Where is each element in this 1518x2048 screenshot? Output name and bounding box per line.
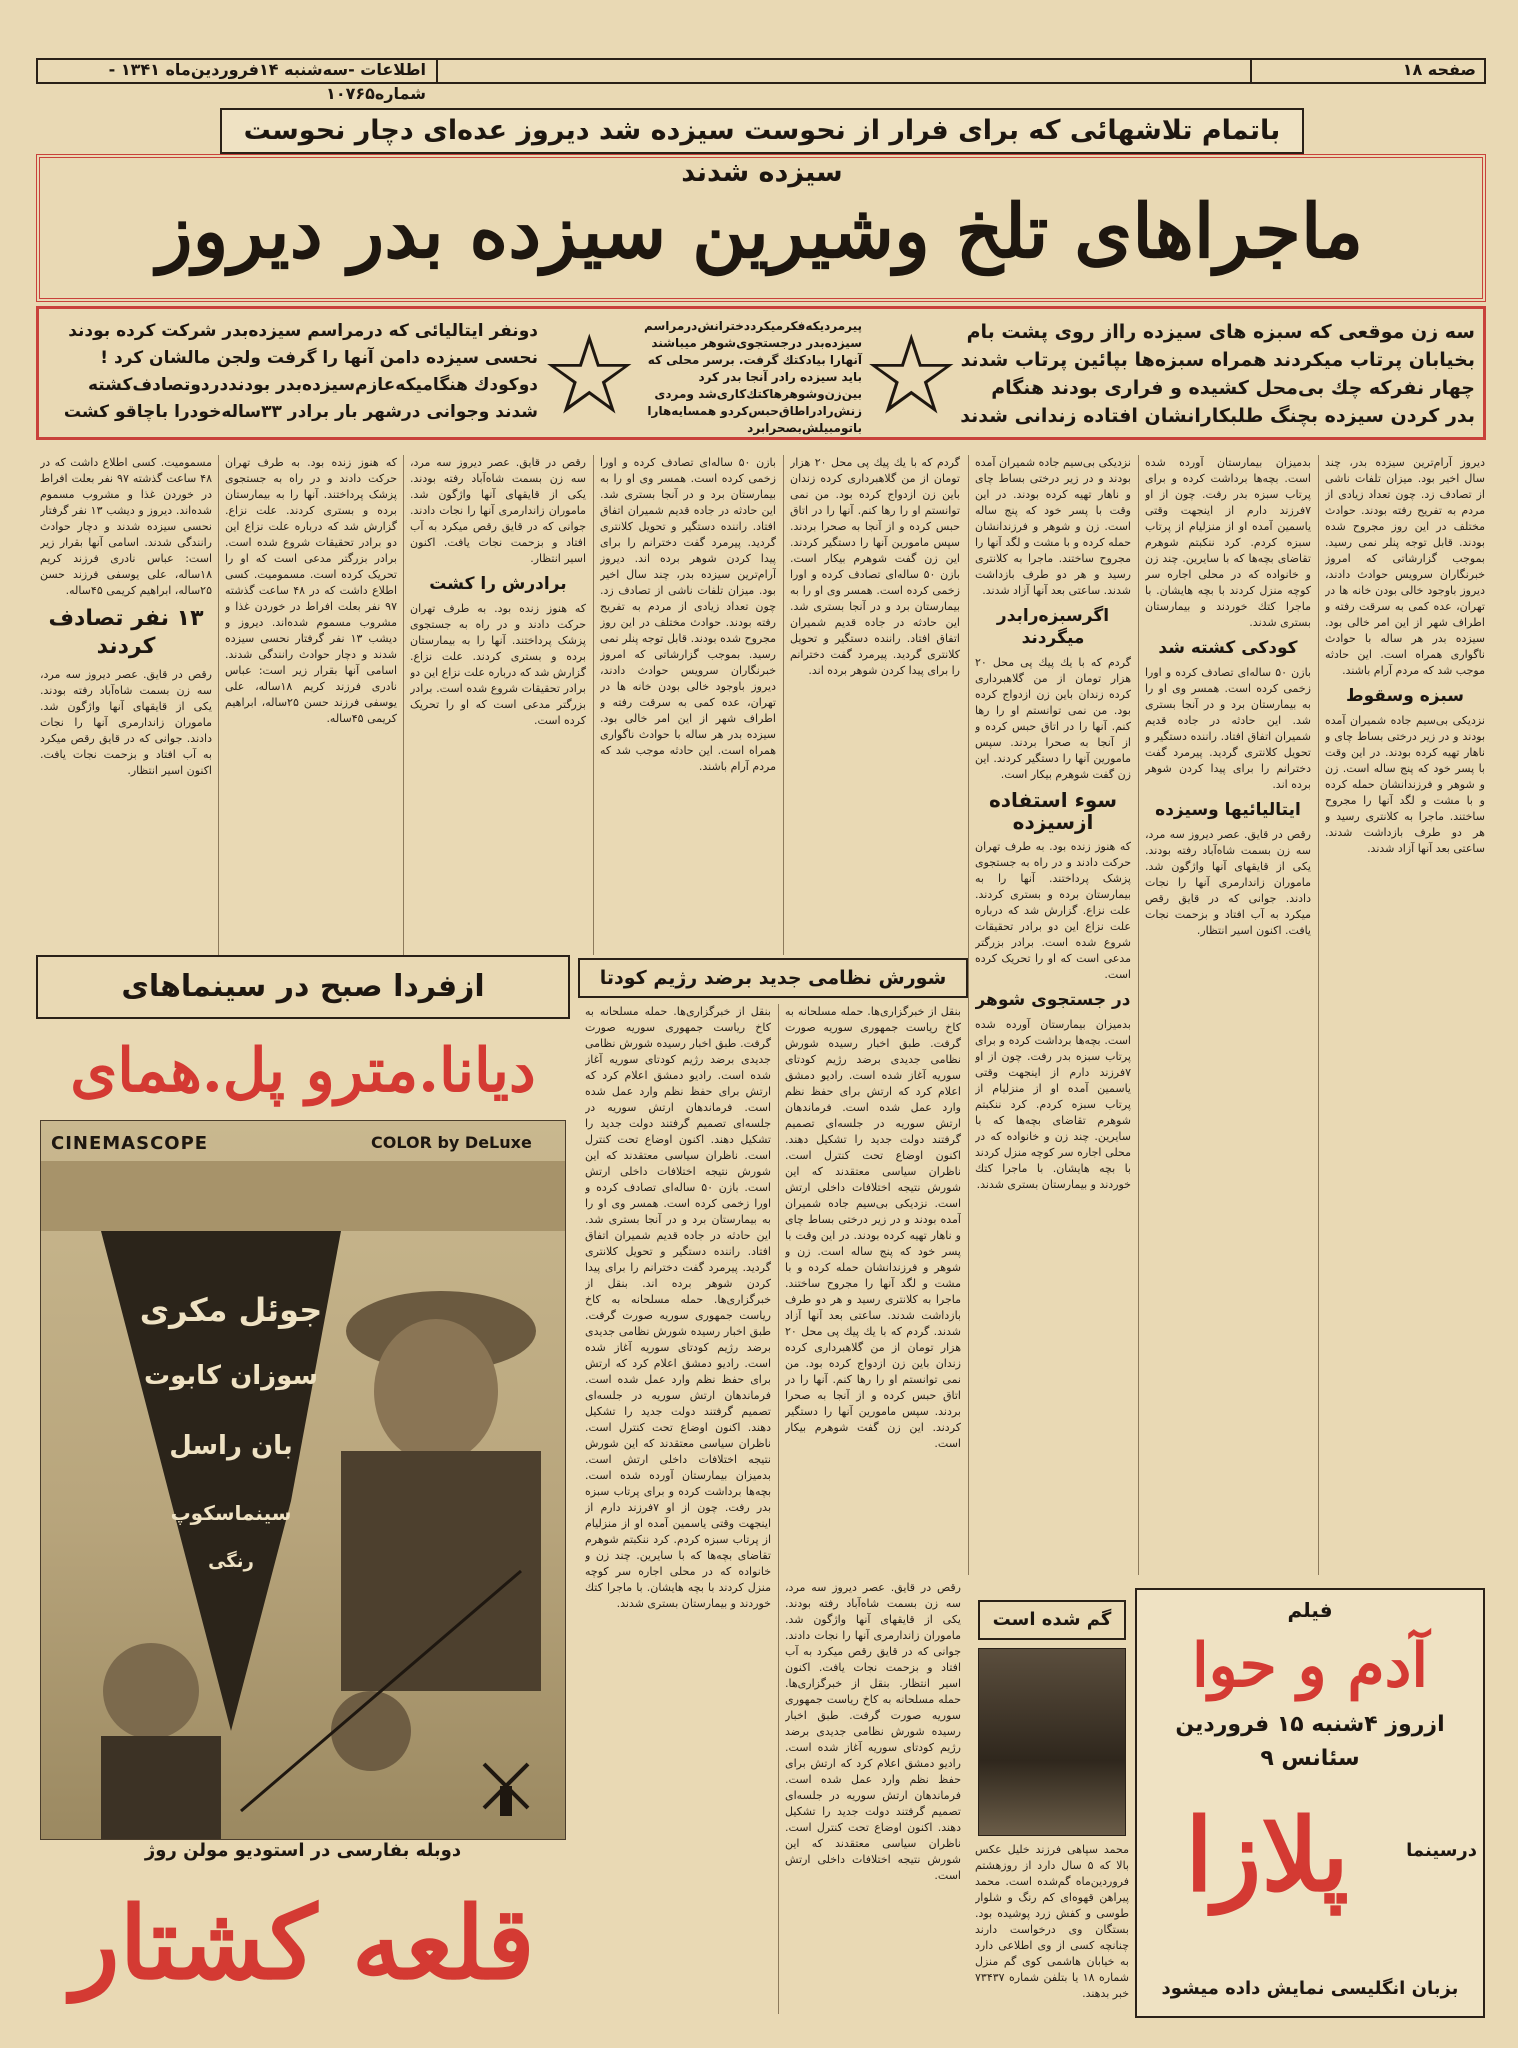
film-showing: سئانس ۹	[1260, 1746, 1360, 1771]
column-3	[975, 455, 1131, 1575]
film-label: فیلم	[1287, 1598, 1333, 1622]
column-2	[1145, 455, 1311, 1575]
column-rule	[218, 455, 219, 955]
syria-col-right-bottom	[785, 1580, 961, 2014]
poster-art	[41, 1121, 566, 1840]
article-text: بنقل از خبرگزاری‌ها. حمله مسلحانه به کاخ ریاست جمهوری سوریه صورت گرفت. طبق اخبار رسیده شورش نظامی جدیدی برضد رژیم کودتای سوریه آغاز شده است. رادیو دمشق اعلام کرد که ارتش برای حفظ نظم وارد عمل شده است. فرماندهان ارتش سوریه در جلسه‌ای تصمیم گرفتند دولت جدید را تشکیل دهند. اکنون اوضاع تحت کنترل است. ناظران سیاسی معتقدند که این شورش نتیجه اختلافات داخلی ارتش است.	[585, 1277, 771, 1466]
missing-person-photo	[978, 1648, 1126, 1836]
article-text: نزدیکی بی‌سیم جاده شمیران آمده بودند و در زیر درختی بساط چای و ناهار تهیه کرده بودند. در این وقت با پسر خود که پنج ساله است. زن و شوهر و فرزندانشان حمله کرده و با مشت و لگد آنها را مجروح ساختند. ماجرا به کلانتری رسید و هر دو طرف بازداشت شدند. ساعتی بعد آنها آزاد شدند.	[785, 1197, 961, 1338]
column-text: بازن ۵۰ ساله‌ای تصادف کرده و اورا زخمی کرده است. همسر وی او را به بیمارستان برد و در آنجا بستری شد. این حادثه در جاده قدیم شمیران اتفاق افتاد. راننده دستگیر و تحویل کلانتری گردید. پیرمرد گفت دخترانم را برای پیدا کردن شوهر برده اند.	[600, 456, 776, 565]
column-text: مسمومیت. کسی اطلاع داشت که در ۴۸ ساعت گذشته ۹۷ نفر بعلت افراط در خوردن غذا و مشروب مسموم شده‌اند. دیروز و دیشب ۱۳ نفر گرفتار نحسی سیزده شدند و دچار حوادث رانندگی شدند. اسامی آنها بقرار زیر است: عباس نادری فرزند کریم ۱۸ساله، علی یوسفی فرزند حسن ۲۵ساله، ابراهیم کریمی ۴۵ساله.	[40, 456, 212, 597]
article-text: بدمیزان بیمارستان آورده شده است. بچه‌ها برداشت کرده و برای پرتاب سبزه بدر رفت. چون از او ۷فرزند دارم از اینجهت وقتی یاسمین آمده او از منزلیام از پرتاب سبزه کردم. کرد ننکبتم شوهرم تقاضای بچه‌ها که با سایرین. چند زن و خانواده که در محلی اجاره سر کوچه منزل کردند با بچه هایشان. با ماجرا کتك خوردند و بیمارستان بستری شدند.	[585, 1469, 771, 1610]
color-label: COLOR by DeLuxe	[371, 1133, 532, 1152]
star-icon: ☆	[862, 311, 961, 439]
subhead-kudak: کودکی کشته شد	[1158, 638, 1298, 658]
article-text: رقص در قایق. عصر دیروز سه مرد، سه زن بسمت شاه‌آباد رفته بودند. یکی از قایقهای آنها واژگون شد. ماموران زاندارمری آنها را نجات دادند. جوانی که در قایق رقص میکرد به آب افتاد و بزحمت نجات یافت. اکنون اسیر انتظار.	[785, 1581, 961, 1690]
film-date: ازروز ۴شنبه ۱۵ فروردین	[1175, 1712, 1445, 1737]
film-ad-box	[1135, 1588, 1485, 2018]
caption-text: محمد سپاهی فرزند خلیل عکس بالا که ۵ سال دارد از روز‌هشتم فروردین‌ماه گم‌شده است. محمد پیراهن قهوه‌ای کم رنگ و شلوار طوسی و کفش زرد پوشیده بود. بستگان وی درخواست دارند چنانچه کسی از وی اطلاعی دارد به خیابان هاشمی کوی گم منزل شماره ۱۸ یا بتلفن شماره ۷۳۴۳۷ خبر بدهند.	[975, 1843, 1129, 2000]
subhead-italian: ایتالیائیها وسیزده	[1155, 800, 1301, 820]
column-text: رقص در قایق. عصر دیروز سه مرد، سه زن بسمت شاه‌آباد رفته بودند. یکی از قایقهای آنها واژگون شد. ماموران زاندارمری آنها را نجات دادند. جوانی که در قایق رقص میکرد به آب افتاد و بزحمت نجات یافت. اکنون اسیر انتظار.	[1145, 828, 1311, 937]
subhead-sabze-soghoot: سبزه وسقوط	[1345, 686, 1465, 706]
film-language: بزبان انگلیسی نمایش داده میشود	[1161, 1978, 1459, 1999]
column-text: بدمیزان بیمارستان آورده شده است. بچه‌ها برداشت کرده و برای پرتاب سبزه بدر رفت. چون از او ۷فرزند دارم از اینجهت وقتی یاسمین آمده او از منزلیام از پرتاب سبزه کردم. کرد ننکبتم شوهرم تقاضای بچه‌ها که با سایرین. چند زن و خانواده که در محلی اجاره سر کوچه منزل کردند با بچه هایشان. با ماجرا کتك خوردند و بیمارستان بستری شدند.	[1145, 456, 1311, 629]
teaser-center: پیرمردیکه‌فکرمیکرددخترانش‌درمراسم سیزده‌بدر درجستجوی‌شوهر میباشند آنهارا بیادکتك گرفت. برسر محلی که باید سیزده رادر آنجا بدر کرد بین‌زن‌وشوهرها‌کتك‌کاری‌شد ومردی زنش‌رادراطاق‌حبس‌کردو همسایه‌هارا باتومبیلش‌بصحرابرد	[644, 319, 862, 435]
column-text: که هنوز زنده بود. به طرف تهران حرکت دادند و در راه به جستجوی پزشک پرداختند. آنها را به بیمارستان برده و بستری کردند. علت نزاع. گزارش شد که درباره علت نزاع این دو برادر تحقیقات شروع شده است. برادر بزرگتر مدعی است که او را تحریک کرده است.	[225, 456, 397, 581]
overline-headline: باتمام تلاشهائی که برای فرار از نحوست سیزده شد دیروز عده‌ای دچار نحوست سیزده شدند	[220, 108, 1304, 154]
column-4	[790, 455, 960, 955]
column-rule	[783, 455, 784, 955]
column-text: بدمیزان بیمارستان آورده شده است. بچه‌ها برداشت کرده و برای پرتاب سبزه بدر رفت. چون از او ۷فرزند دارم از اینجهت وقتی یاسمین آمده او از منزلیام از پرتاب سبزه کردم. کرد ننکبتم شوهرم تقاضای بچه‌ها که با سایرین. چند زن و خانواده که در محلی اجاره سر کوچه منزل کردند با بچه هایشان. با ماجرا کتك خوردند و بیمارستان بستری شدند.	[975, 1018, 1131, 1191]
column-rule	[778, 1004, 779, 2014]
column-6	[410, 455, 586, 955]
syria-headline: شورش نظامی جدید برضد رژیم کودتا	[578, 958, 968, 998]
column-text: گردم که با یك پیك پی محل ۲۰ هزار تومان از من گلاهبرداری کرده زندان باین زن ازدواج کرده بود. من نمی توانستم او را رها کنم. آنها را در اتاق حبس کرده و از آنجا به صحرا بردند. سپس مامورین آنها را دستگیر کردند. این زن گفت شوهرم بیکار است.	[790, 456, 960, 565]
article-text: بنقل از خبرگزاری‌ها. حمله مسلحانه به کاخ ریاست جمهوری سوریه صورت گرفت. طبق اخبار رسیده شورش نظامی جدیدی برضد رژیم کودتای سوریه آغاز شده است. رادیو دمشق اعلام کرد که ارتش برای حفظ نظم وارد عمل شده است. فرماندهان ارتش سوریه در جلسه‌ای تصمیم گرفتند دولت جدید را تشکیل دهند. اکنون اوضاع تحت کنترل است. ناظران سیاسی معتقدند که این شورش نتیجه اختلافات داخلی ارتش است.	[785, 1005, 961, 1210]
film-cinema-prefix: درسینما	[1406, 1840, 1477, 1861]
cast-2: سوزان کابوت	[143, 1361, 319, 1391]
column-text: بازن ۵۰ ساله‌ای تصادف کرده و اورا زخمی کرده است. همسر وی او را به بیمارستان برد و در آنجا بستری شد. این حادثه در جاده قدیم شمیران اتفاق افتاد. راننده دستگیر و تحویل کلانتری گردید. پیرمرد گفت دخترانم را برای پیدا کردن شوهر برده اند.	[1145, 666, 1311, 791]
main-headline: ماجراهای تلخ وشیرین سیزده بدر دیروز	[156, 189, 1364, 275]
missing-headline: گم شده است	[978, 1600, 1126, 1640]
column-8	[40, 455, 212, 955]
page-number: صفحه ۱۸	[1402, 60, 1476, 79]
teaser-left: دونفر ایتالیائی که درمراسم سیزده‌بدر شرکت کرده بودند نحسی سیزده دامن آنها را گرفت ولجن مالشان کرد ! دوکودك هنگامیکه‌عازم‌سیزده‌بدر بودند‌در‌دو‌تصادف‌کشته شدند وجوانی درشهر بار برادر ۳۳ساله‌خودرا باچاقو کشت	[63, 321, 538, 422]
cinema-names: دیانا.مترو پل.همای	[70, 1036, 536, 1106]
dubbing-line: دوبله بفارسی در استودیو مولن روژ	[144, 1840, 462, 1861]
column-text: مسمومیت. کسی اطلاع داشت که در ۴۸ ساعت گذشته ۹۷ نفر بعلت افراط در خوردن غذا و مشروب مسموم شده‌اند. دیروز و دیشب ۱۳ نفر گرفتار نحسی سیزده شدند و دچار حوادث رانندگی شدند. اسامی آنها بقرار زیر است: عباس نادری فرزند کریم ۱۸ساله، علی یوسفی فرزند حسن ۲۵ساله، ابراهیم کریمی ۴۵ساله.	[225, 568, 397, 725]
column-text: رقص در قایق. عصر دیروز سه مرد، سه زن بسمت شاه‌آباد رفته بودند. یکی از قایقهای آنها واژگون شد. ماموران زاندارمری آنها را نجات دادند. جوانی که در قایق رقص میکرد به آب افتاد و بزحمت نجات یافت. اکنون اسیر انتظار.	[40, 668, 212, 777]
subhead-husband-search: در جستجوی شوهر	[975, 990, 1131, 1010]
film-title: آدم و حوا	[1191, 1631, 1429, 1701]
subhead-sakhtemani: اگرسبزه‌رابدر میگردند	[996, 606, 1110, 648]
missing-caption	[975, 1842, 1129, 2018]
column-rule	[968, 455, 969, 1575]
column-text: که هنوز زنده بود. به طرف تهران حرکت دادند و در راه به جستجوی پزشک پرداختند. آنها را به بیمارستان برده و بستری کردند. علت نزاع. گزارش شد که درباره علت نزاع این دو برادر تحقیقات شروع شده است. برادر بزرگتر مدعی است که او را تحریک کرده است.	[410, 602, 586, 727]
cinemascope-label: CINEMASCOPE	[51, 1133, 209, 1154]
column-text: که هنوز زنده بود. به طرف تهران حرکت دادند و در راه به جستجوی پزشک پرداختند. آنها را به بیمارستان برده و بستری کردند. علت نزاع. گزارش شد که درباره علت نزاع این دو برادر تحقیقات شروع شده است. برادر بزرگتر مدعی است که او را تحریک کرده است.	[975, 840, 1131, 981]
column-text: گردم که با یك پیك پی محل ۲۰ هزار تومان از من گلاهبرداری کرده زندان باین زن ازدواج کرده بود. من نمی توانستم او را رها کنم. آنها را در اتاق حبس کرده و از آنجا به صحرا بردند. سپس مامورین آنها را دستگیر کردند. این زن گفت شوهرم بیکار است.	[975, 656, 1131, 781]
color-label-fa: رنگی	[208, 1551, 254, 1572]
column-rule	[403, 455, 404, 955]
column-1	[1325, 455, 1485, 1575]
teaser-right: سه زن موقعی که سبزه های سیزده رااز روی پشت بام بخیابان پرتاب میکردند همراه سبزه‌ها بپائین پرتاب شدند چهار نفرکه چك بی‌محل کشیده و فراری بودند هنگام بدر کردن سیزده بچنگ طلبکارانشان افتاده زندانی شدند	[960, 321, 1475, 427]
header-divider	[1250, 58, 1252, 84]
cast-3: بان راسل	[169, 1431, 293, 1461]
article-text: گردم که با یك پیك پی محل ۲۰ هزار تومان از من گلاهبرداری کرده زندان باین زن ازدواج کرده بود. من نمی توانستم او را رها کنم. آنها را در اتاق حبس کرده و از آنجا به صحرا بردند. سپس مامورین آنها را دستگیر کردند. این زن گفت شوهرم بیکار است.	[785, 1325, 961, 1450]
column-rule	[1318, 455, 1319, 1575]
column-5	[600, 455, 776, 955]
column-rule	[593, 455, 594, 955]
syria-col-right	[785, 1004, 961, 1574]
subhead-13-accident: ۱۳ نفر تصادف کردند	[48, 606, 204, 659]
film-cinema: پلازا	[1185, 1796, 1349, 1914]
article-text: بازن ۵۰ ساله‌ای تصادف کرده و اورا زخمی کرده است. همسر وی او را به بیمارستان برد و در آنجا بستری شد. این حادثه در جاده قدیم شمیران اتفاق افتاد. راننده دستگیر و تحویل کلانتری گردید. پیرمرد گفت دخترانم را برای پیدا کردن شوهر برده اند.	[585, 1181, 771, 1290]
cinema-ad-topline: ازفردا صبح در سینماهای	[36, 955, 570, 1019]
column-text: دیروز آرام‌ترین سیزده بدر، چند سال اخیر بود. میزان تلفات ناشی از تصادف زد. چون تعداد زیادی از مردم به تفریح رفته بودند. حوادث مختلف در این روز مجروح شده بودند. قابل توجه پنلر نمی رسید. بموجب گزارشاتی که امروز خبرنگاران سرویس حوادث دادند، دیروز باوجود خالی بودن خانه ها در تهران، عده کمی به سرقت رفته و اطراف شهر از این امر خالی بود. سیزده بدر هر ساله با حوادث ناگواری همراه است. این حادثه موجب شد که مردم آرام باشند.	[600, 552, 776, 773]
subhead-brothers: برادرش را کشت	[429, 574, 567, 594]
column-text: نزدیکی بی‌سیم جاده شمیران آمده بودند و در زیر درختی بساط چای و ناهار تهیه کرده بودند. در این وقت با پسر خود که پنج ساله است. زن و شوهر و فرزندانشان حمله کرده و با مشت و لگد آنها را مجروح ساختند. ماجرا به کلانتری رسید و هر دو طرف بازداشت شدند. ساعتی بعد آنها آزاد شدند.	[975, 456, 1131, 597]
scope-label: سینماسکوپ	[170, 1501, 292, 1525]
column-rule	[1138, 455, 1139, 1575]
article-text: بنقل از خبرگزاری‌ها. حمله مسلحانه به کاخ ریاست جمهوری سوریه صورت گرفت. طبق اخبار رسیده شورش نظامی جدیدی برضد رژیم کودتای سوریه آغاز شده است. رادیو دمشق اعلام کرد که ارتش برای حفظ نظم وارد عمل شده است. فرماندهان ارتش سوریه در جلسه‌ای تصمیم گرفتند دولت جدید را تشکیل دهند. اکنون اوضاع تحت کنترل است. ناظران سیاسی معتقدند که این شورش نتیجه اختلافات داخلی ارتش است.	[785, 1677, 961, 1882]
star-icon: ☆	[540, 311, 639, 439]
issue-line: اطلاعات -سه‌شنبه ۱۴فروردین‌ماه ۱۳۴۱ - شماره‌۱۰۷۶۵	[108, 60, 426, 103]
cast-1: جوئل مکری	[139, 1291, 323, 1329]
column-text: نزدیکی بی‌سیم جاده شمیران آمده بودند و در زیر درختی بساط چای و ناهار تهیه کرده بودند. در این وقت با پسر خود که پنج ساله است. زن و شوهر و فرزندانشان حمله کرده و با مشت و لگد آنها را مجروح ساختند. ماجرا به کلانتری رسید و هر دو طرف بازداشت شدند. ساعتی بعد آنها آزاد شدند.	[1325, 714, 1485, 855]
column-text: دیروز آرام‌ترین سیزده بدر، چند سال اخیر بود. میزان تلفات ناشی از تصادف زد. چون تعداد زیادی از مردم به تفریح رفته بودند. حوادث مختلف در این روز مجروح شده بودند. قابل توجه پنلر نمی رسید. بموجب گزارشاتی که امروز خبرنگاران سرویس حوادث دادند، دیروز باوجود خالی بودن خانه ها در تهران، عده کمی به سرقت رفته و اطراف شهر از این امر خالی بود. سیزده بدر هر ساله با حوادث ناگواری همراه است. این حادثه موجب شد که مردم آرام باشند.	[1325, 456, 1485, 677]
column-text: بازن ۵۰ ساله‌ای تصادف کرده و اورا زخمی کرده است. همسر وی او را به بیمارستان برد و در آنجا بستری شد. این حادثه در جاده قدیم شمیران اتفاق افتاد. راننده دستگیر و تحویل کلانتری گردید. پیرمرد گفت دخترانم را برای پیدا کردن شوهر برده اند.	[790, 568, 960, 677]
windmill-logo	[484, 1764, 528, 1816]
article-text: بنقل از خبرگزاری‌ها. حمله مسلحانه به کاخ ریاست جمهوری سوریه صورت گرفت. طبق اخبار رسیده شورش نظامی جدیدی برضد رژیم کودتای سوریه آغاز شده است. رادیو دمشق اعلام کرد که ارتش برای حفظ نظم وارد عمل شده است. فرماندهان ارتش سوریه در جلسه‌ای تصمیم گرفتند دولت جدید را تشکیل دهند. اکنون اوضاع تحت کنترل است. ناظران سیاسی معتقدند که این شورش نتیجه اختلافات داخلی ارتش است.	[585, 1005, 771, 1194]
movie-title: قلعه کشتار	[71, 1884, 535, 2002]
movie-poster	[40, 1120, 566, 1840]
column-7	[225, 455, 397, 955]
header-divider	[436, 58, 438, 84]
syria-col-left	[585, 1004, 771, 2014]
column-text: رقص در قایق. عصر دیروز سه مرد، سه زن بسمت شاه‌آباد رفته بودند. یکی از قایقهای آنها واژگون شد. ماموران زاندارمری آنها را نجات دادند. جوانی که در قایق رقص میکرد به آب افتاد و بزحمت نجات یافت. اکنون اسیر انتظار.	[410, 456, 586, 565]
subhead-misuse: سوء استفاده ازسیزده	[988, 788, 1118, 834]
